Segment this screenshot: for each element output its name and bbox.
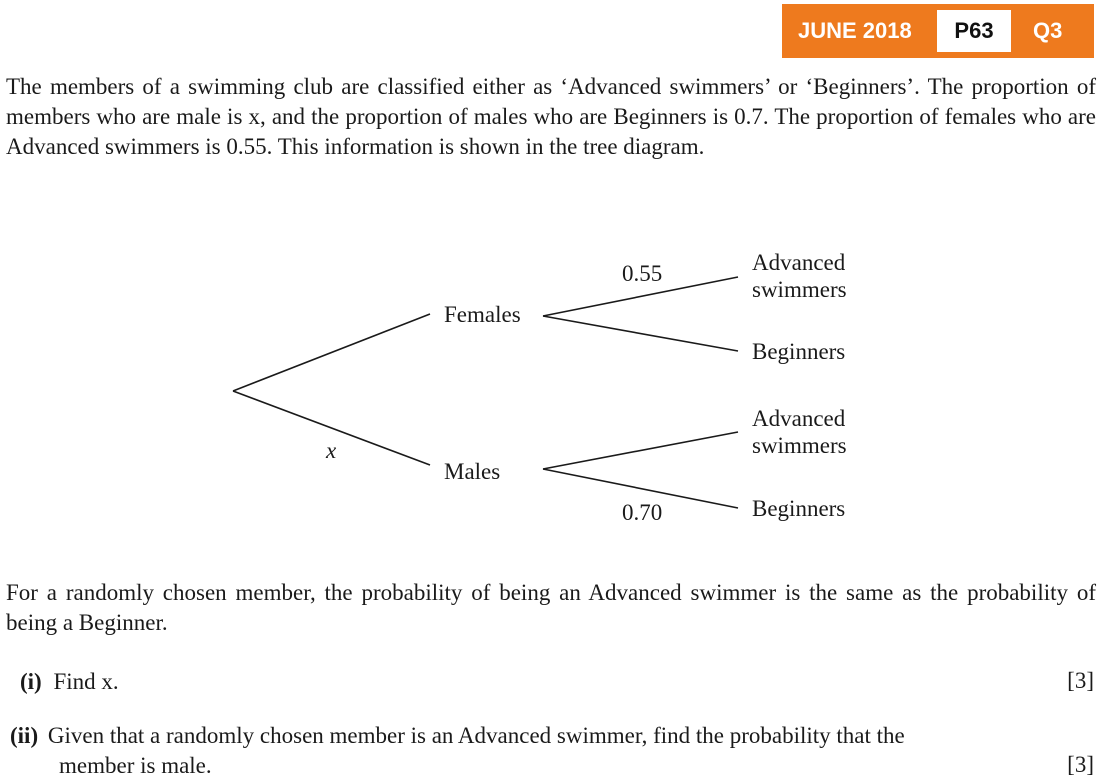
intro-paragraph: The members of a swimming club are classified either as ‘Advanced swimmers’ or ‘Beginners’. The proportion of members who are male is x, and the proportion of males who are Beginners is 0.7. The proportion of females who are Advanced swimmers is 0.55. This information is shown in the tree diagram. — [6, 74, 1096, 159]
label-male-beginners: Beginners — [752, 496, 846, 521]
label-x: x — [326, 438, 337, 463]
part-ii-number: (ii) — [10, 723, 39, 748]
label-males: Males — [444, 459, 501, 484]
label-females: Females — [444, 302, 521, 327]
branch-root-female — [233, 314, 430, 391]
label-male-advanced-1: Advanced — [752, 406, 846, 431]
badge-paper: P63 — [937, 10, 1011, 52]
label-p-male-beginner: 0.70 — [622, 500, 663, 525]
condition-paragraph: For a randomly chosen member, the probability of being an Advanced swimmer is the same as the probability of being a Beginner. — [6, 580, 1096, 635]
part-ii-text-line1: Given that a randomly chosen member is an Advanced swimmer, find the probability that the — [47, 723, 905, 748]
label-male-advanced-2: swimmers — [752, 433, 847, 458]
part-ii — [10, 721, 1096, 751]
label-p-female-advanced: 0.55 — [622, 261, 663, 286]
branch-female-beginner — [543, 316, 738, 351]
label-female-advanced-2: swimmers — [752, 277, 847, 302]
part-i-number: (i) — [20, 669, 42, 694]
label-female-advanced-1: Advanced — [752, 250, 846, 275]
badge-question: Q3 — [1033, 18, 1063, 43]
label-female-beginners: Beginners — [752, 339, 846, 364]
branch-male-advanced — [543, 432, 738, 469]
part-ii-line2: member is male. — [59, 753, 212, 778]
badge-session: JUNE 2018 — [798, 18, 912, 43]
part-i-text: Find x. — [53, 669, 119, 694]
part-i-marks: [3] — [1067, 668, 1094, 693]
part-ii-marks: [3] — [1067, 752, 1094, 777]
part-i — [20, 667, 119, 697]
